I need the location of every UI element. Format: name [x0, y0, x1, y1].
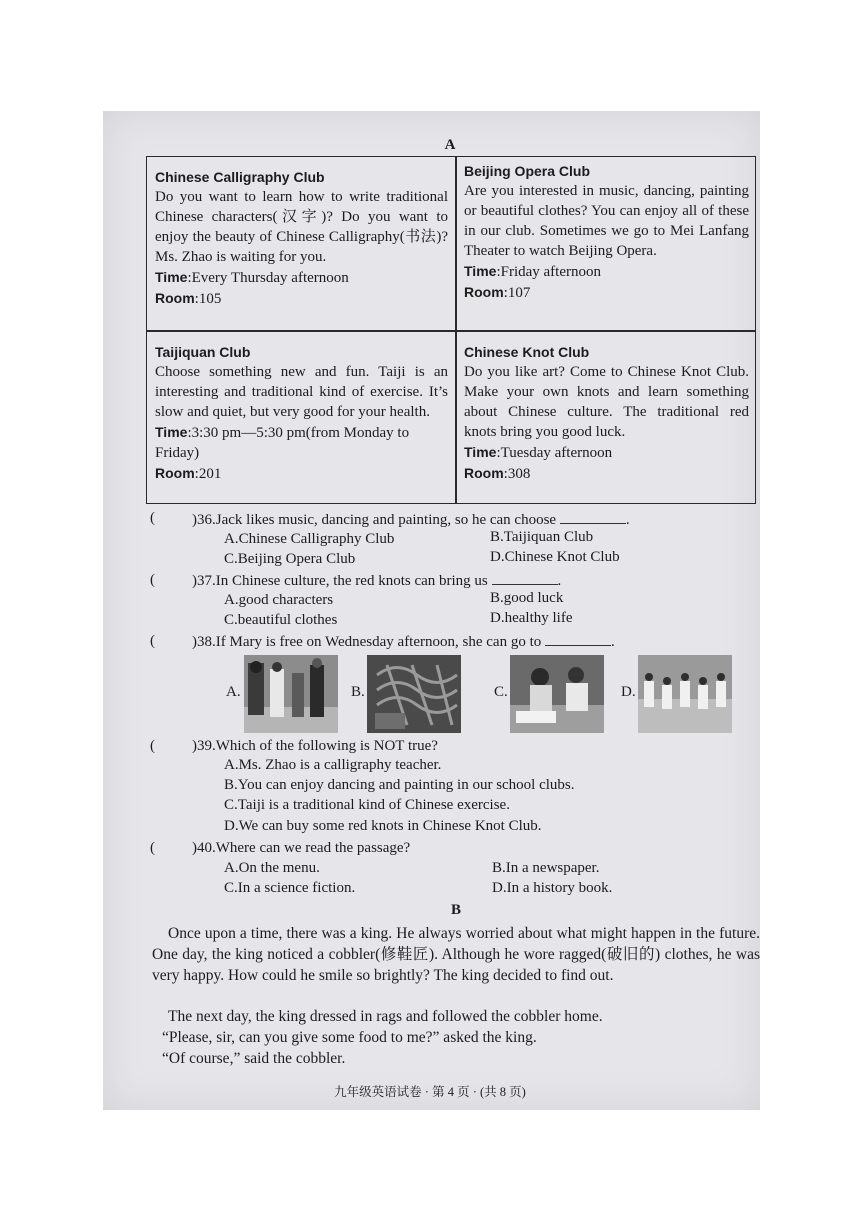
time-label: Time: [464, 444, 497, 460]
clubs-table: [146, 156, 756, 504]
room-label: Room: [464, 465, 504, 481]
picture-option-d-label: D.: [621, 684, 636, 700]
option-b[interactable]: B.Taijiquan Club: [490, 529, 594, 545]
time-label: Time: [155, 269, 188, 285]
question-stem: )37.In Chinese culture, the red knots can bring us: [192, 573, 488, 589]
beijing-opera-photo[interactable]: [244, 655, 338, 733]
option-a[interactable]: A.Ms. Zhao is a calligraphy teacher.: [224, 757, 442, 773]
club-cell-calligraphy: Chinese Calligraphy Club Do you want to learn how to write traditional Chinese characters(汉字)? Do you want to enjoy the beauty of Chinese Calligraphy(书法)? Ms. Zhao is waiting for you. Time:Every Thursday afternoon Room:105: [155, 169, 448, 307]
option-d[interactable]: D.Chinese Knot Club: [490, 549, 620, 565]
option-c[interactable]: C.beautiful clothes: [224, 612, 338, 628]
club-name: Chinese Knot Club: [464, 344, 590, 360]
option-b[interactable]: B.You can enjoy dancing and painting in our school clubs.: [224, 777, 575, 793]
answer-paren: (: [150, 633, 155, 649]
question-end: .: [610, 634, 615, 650]
passage-paragraph: The next day, the king dressed in rags and followed the cobbler home.: [168, 1008, 603, 1025]
club-description: Do you like art? Come to Chinese Knot Club. Make your own knots and learn something about Chinese culture. The traditional red knots bring you good luck.: [464, 364, 749, 440]
answer-blank[interactable]: [492, 570, 558, 585]
option-a[interactable]: A.good characters: [224, 592, 334, 608]
question-end: .: [625, 512, 630, 528]
answer-paren: (: [150, 738, 155, 754]
club-time: 3:30 pm—5:30 pm(from Monday to Friday): [155, 425, 410, 461]
club-cell-opera: Beijing Opera Club Are you interested in music, dancing, painting or beautiful clothes? You can enjoy all of these in our club. Sometimes we go to Mei Lanfang Theater to watch Beijing Opera. Time:Friday afternoon Room:107: [464, 163, 749, 301]
option-b[interactable]: B.In a newspaper.: [492, 860, 600, 876]
option-c[interactable]: C.In a science fiction.: [224, 880, 356, 896]
club-name: Beijing Opera Club: [464, 163, 591, 179]
answer-paren: (: [150, 840, 155, 856]
question-37: [192, 570, 561, 591]
passage-paragraph: “Of course,” said the cobbler.: [162, 1050, 346, 1067]
question-stem: )38.If Mary is free on Wednesday afternoon, she can go to: [192, 634, 542, 650]
question-stem: )39.Which of the following is NOT true?: [192, 738, 438, 754]
option-a[interactable]: A.On the menu.: [224, 860, 320, 876]
club-time: Friday afternoon: [500, 264, 601, 280]
club-cell-taijiquan: Taijiquan Club Choose something new and fun. Taiji is an interesting and traditional kind of exercise. It’s slow and quiet, but very good for your health. Time:3:30 pm—5:30 pm(from Monday to Friday) Room:201: [155, 344, 448, 482]
club-name: Chinese Calligraphy Club: [155, 169, 325, 185]
picture-option-a-label: A.: [226, 684, 241, 700]
question-39: [192, 736, 438, 756]
option-b[interactable]: B.good luck: [490, 590, 564, 606]
question-38: [192, 631, 615, 652]
club-name: Taijiquan Club: [155, 344, 251, 360]
passage-paragraph: “Please, sir, can you give some food to me?” asked the king.: [162, 1029, 537, 1046]
option-c[interactable]: C.Taiji is a traditional kind of Chinese exercise.: [224, 797, 510, 813]
option-d[interactable]: D.healthy life: [490, 610, 573, 626]
passage-paragraph: Once upon a time, there was a king. He always worried about what might happen in the future. One day, the king noticed a cobbler(修鞋匠). Although he wore ragged(破旧的) clothes, he was very happy. How could he smile so brightly? The king decided to find out.: [152, 925, 760, 984]
club-room: 201: [198, 466, 222, 482]
club-description: Do you want to learn how to write traditional Chinese characters(汉字)? Do you want to enjoy the beauty of Chinese Calligraphy(书法)? Ms. Zhao is waiting for you.: [155, 189, 448, 265]
room-label: Room: [155, 290, 195, 306]
question-stem: )40.Where can we read the passage?: [192, 840, 411, 856]
club-description: Choose something new and fun. Taiji is an interesting and traditional kind of exercise. It’s slow and quiet, but very good for your health.: [155, 364, 448, 420]
option-d[interactable]: D.We can buy some red knots in Chinese Knot Club.: [224, 818, 542, 834]
question-end: .: [557, 573, 562, 589]
club-time: Tuesday afternoon: [500, 445, 613, 461]
club-room: 308: [507, 466, 531, 482]
option-d[interactable]: D.In a history book.: [492, 880, 613, 896]
option-a[interactable]: A.Chinese Calligraphy Club: [224, 531, 395, 547]
time-label: Time: [464, 263, 497, 279]
answer-paren: (: [150, 572, 155, 588]
chinese-knot-photo[interactable]: [367, 655, 461, 733]
page-footer: 九年级英语试卷 · 第 4 页 · (共 8 页): [334, 1085, 526, 1099]
picture-option-b-label: B.: [351, 684, 365, 700]
picture-option-c-label: C.: [494, 684, 508, 700]
time-label: Time: [155, 424, 188, 440]
taiji-exercise-photo[interactable]: [638, 655, 732, 733]
club-room: 107: [507, 285, 531, 301]
answer-paren: (: [150, 510, 155, 526]
calligraphy-class-photo[interactable]: [510, 655, 604, 733]
section-b-label: B: [450, 902, 461, 918]
club-cell-knot: Chinese Knot Club Do you like art? Come to Chinese Knot Club. Make your own knots and learn something about Chinese culture. The traditional red knots bring you good luck. Time:Tuesday afternoon Room:308: [464, 344, 749, 482]
question-36: [192, 509, 630, 530]
club-description: Are you interested in music, dancing, painting or beautiful clothes? You can enjoy all of these in our club. Sometimes we go to Mei Lanfang Theater to watch Beijing Opera.: [464, 183, 749, 259]
answer-blank[interactable]: [560, 509, 626, 524]
question-40: [192, 838, 410, 858]
club-time: Every Thursday afternoon: [191, 270, 349, 286]
room-label: Room: [155, 465, 195, 481]
club-room: 105: [198, 291, 222, 307]
room-label: Room: [464, 284, 504, 300]
question-stem: )36.Jack likes music, dancing and painting, so he can choose: [192, 512, 557, 528]
answer-blank[interactable]: [545, 631, 611, 646]
option-c[interactable]: C.Beijing Opera Club: [224, 551, 356, 567]
section-a-label: A: [444, 137, 456, 153]
